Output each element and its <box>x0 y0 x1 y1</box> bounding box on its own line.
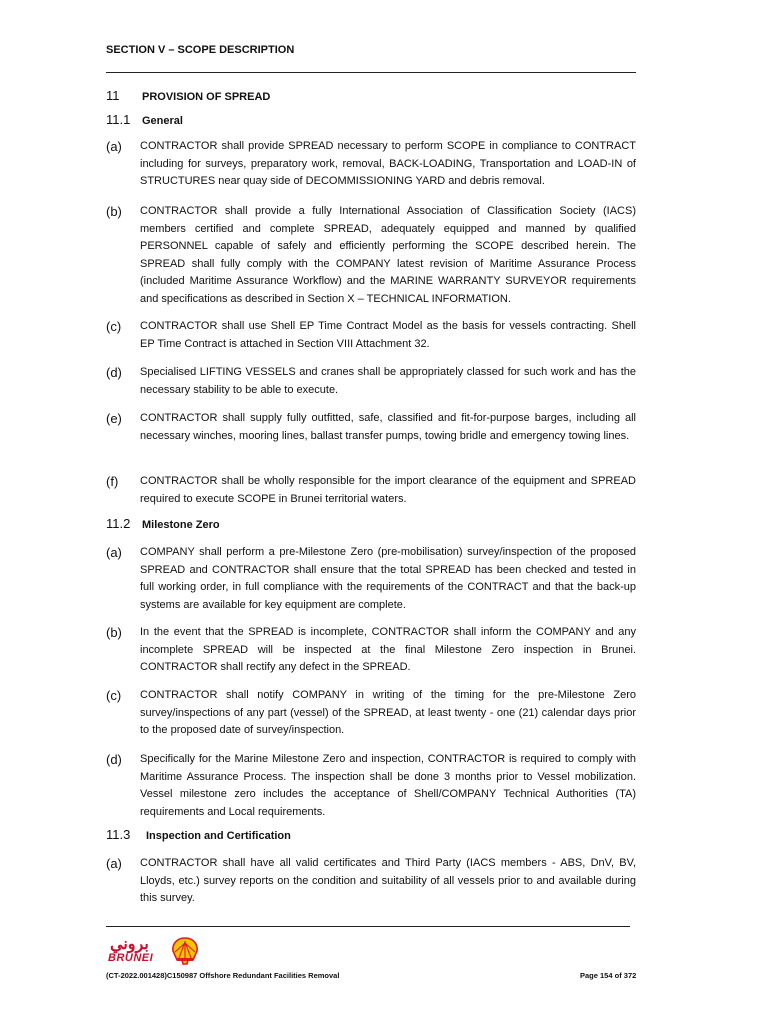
paragraph-milestone-c <box>106 687 636 740</box>
paragraph-text: COMPANY shall perform a pre-Milestone Zero (pre-mobilisation) survey/inspection of the proposed SPREAD and CONTRACTOR shall ensure that the total SPREAD has been checked and tested in full working order, in full compliance with the requirements of the CONTRACT and that the back-up systems are available for key equipment are complete. <box>140 546 636 611</box>
heading-number: 11 <box>106 88 120 103</box>
paragraph-text: CONTRACTOR shall have all valid certificates and Third Party (IACS members - ABS, DnV, BV, Lloyds, etc.) survey reports on the condition and suitability of all vessels prior to and available during this survey. <box>140 857 636 905</box>
paragraph-label: (d) <box>106 752 122 767</box>
paragraph-text: CONTRACTOR shall be wholly responsible for the import clearance of the equipment and SPREAD required to execute SCOPE in Brunei territorial waters. <box>140 475 636 505</box>
paragraph-text: CONTRACTOR shall provide a fully International Association of Classification Society (IACS) members certified and complete SPREAD, adequately equipped and manned by qualified PERSONNEL capable of safely and efficiently performing the SCOPE described herein. The SPREAD shall fully comply with the COMPANY latest revision of Maritime Assurance Process (included Maritime Assurance Workflow) and the MARINE WARRANTY SURVEYOR requirements and specifications as described in Section X – TECHNICAL INFORMATION. <box>140 205 636 305</box>
paragraph-inspection-a <box>106 855 636 908</box>
heading-number: 11.3 <box>106 827 131 842</box>
paragraph-text: CONTRACTOR shall supply fully outfitted, safe, classified and fit-for-purpose barges, including all necessary winches, mooring lines, ballast transfer pumps, towing bridle and emergency towing lines. <box>140 412 636 442</box>
heading-title: Inspection and Certification <box>146 830 291 842</box>
paragraph-text: CONTRACTOR shall notify COMPANY in writing of the timing for the pre-Milestone Zero survey/inspections of any part (vessel) of the SPREAD, at least twenty - one (21) calendar days prior to the proposed date of survey/inspection. <box>140 689 636 737</box>
paragraph-label: (b) <box>106 625 122 640</box>
brunei-shell-logo <box>108 934 200 970</box>
footer-page-number: Page 154 of 372 <box>580 971 637 980</box>
heading-number: 11.1 <box>106 112 131 127</box>
paragraph-milestone-a <box>106 544 636 614</box>
brunei-arabic-wordmark: بروني <box>110 936 149 953</box>
paragraph-text: CONTRACTOR shall provide SPREAD necessary to perform SCOPE in compliance to CONTRACT including for surveys, preparatory work, removal, BACK-LOADING, Transportation and LOAD-IN of STRUCTURES near quay side of DECOMMISSIONING YARD and debris removal. <box>140 140 636 188</box>
footer-divider <box>106 926 630 927</box>
paragraph-label: (a) <box>106 139 122 154</box>
heading-11-2 <box>106 516 220 531</box>
paragraph-milestone-b <box>106 624 636 677</box>
paragraph-general-f <box>106 473 636 508</box>
footer-document-reference: (CT-2022.001428)C150987 Offshore Redundant Facilities Removal <box>106 971 340 980</box>
paragraph-text: Specialised LIFTING VESSELS and cranes shall be appropriately classed for such work and has the necessary stability to be able to execute. <box>140 366 636 396</box>
paragraph-general-a <box>106 138 636 191</box>
paragraph-text: Specifically for the Marine Milestone Zero and inspection, CONTRACTOR is required to comply with Maritime Assurance Process. The inspection shall be done 3 months prior to Vessel mobilization. Vessel milestone zero includes the acceptance of Shell/COMPANY Technical Authorities (TA) requirements and Local requirements. <box>140 753 636 818</box>
paragraph-text: CONTRACTOR shall use Shell EP Time Contract Model as the basis for vessels contracting. Shell EP Time Contract is attached in Section VIII Attachment 32. <box>140 320 636 350</box>
paragraph-label: (d) <box>106 365 122 380</box>
heading-11 <box>106 88 270 103</box>
paragraph-general-e <box>106 410 636 445</box>
paragraph-label: (c) <box>106 319 122 334</box>
header-divider <box>106 72 636 73</box>
paragraph-general-c <box>106 318 636 353</box>
heading-title: Milestone Zero <box>142 519 220 531</box>
heading-11-3 <box>106 827 291 842</box>
paragraph-label: (c) <box>106 688 122 703</box>
paragraph-label: (a) <box>106 856 122 871</box>
heading-11-1 <box>106 112 183 127</box>
paragraph-general-b <box>106 203 636 309</box>
heading-title: PROVISION OF SPREAD <box>142 91 271 103</box>
paragraph-label: (f) <box>106 474 119 489</box>
paragraph-label: (a) <box>106 545 122 560</box>
paragraph-label: (b) <box>106 204 122 219</box>
brunei-wordmark: BRUNEI <box>108 952 154 964</box>
shell-pecten-icon <box>170 936 200 966</box>
paragraph-label: (e) <box>106 411 122 426</box>
paragraph-text: In the event that the SPREAD is incomplete, CONTRACTOR shall inform the COMPANY and any incomplete SPREAD will be inspected at the final Milestone Zero inspection in Brunei. CONTRACTOR shall rectify any defect in the SPREAD. <box>140 626 636 674</box>
paragraph-general-d <box>106 364 636 399</box>
paragraph-milestone-d <box>106 751 636 821</box>
heading-number: 11.2 <box>106 516 131 531</box>
heading-title: General <box>142 115 183 127</box>
section-title: SECTION V – SCOPE DESCRIPTION <box>106 44 295 56</box>
